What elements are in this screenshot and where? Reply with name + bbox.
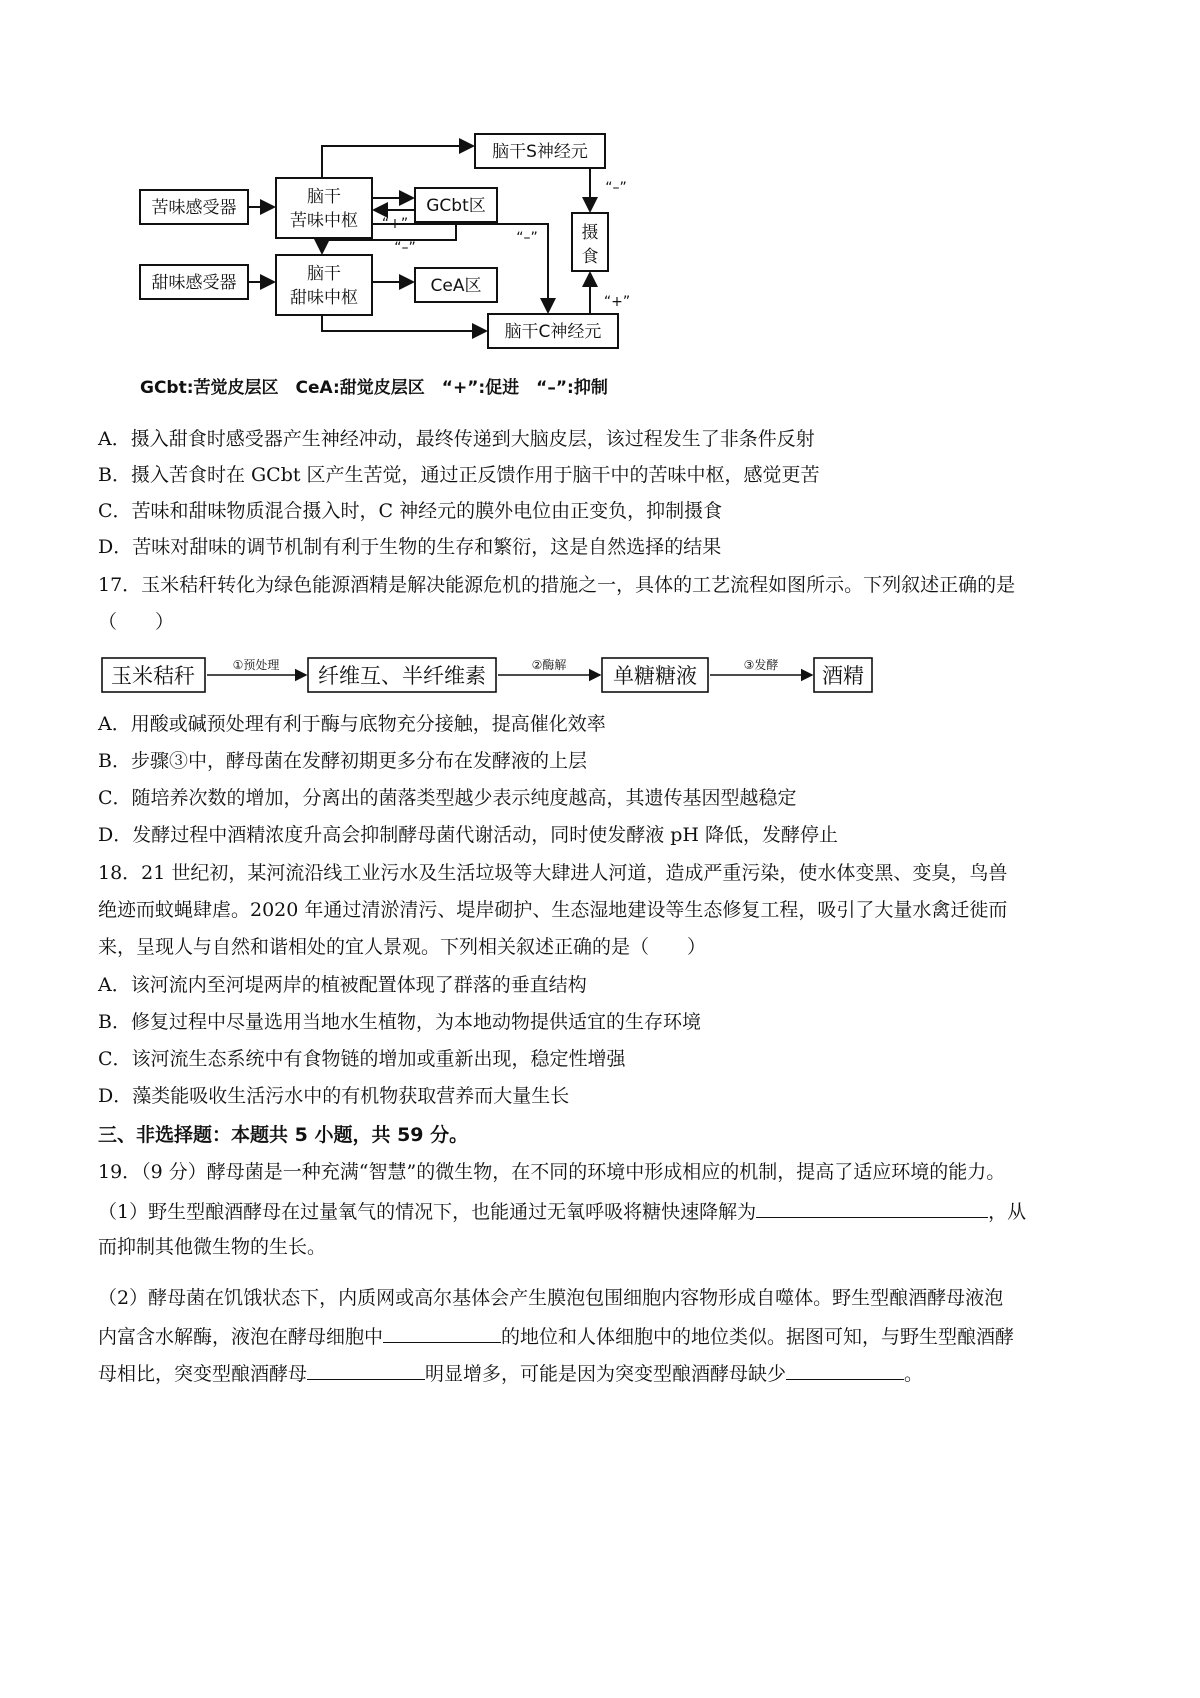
q19-part1-line1 — [98, 1197, 1026, 1225]
q18-stem-line-3: 来，呈现人与自然和谐相处的宜人景观。下列相关叙述正确的是（ ） — [98, 936, 707, 958]
q17-option-c: C．随培养次数的增加，分离出的菌落类型越少表示纯度越高，其遗传基因型越稳定 — [98, 787, 797, 809]
flow-step-1: ①预处理 — [232, 658, 280, 672]
q17-process-flow — [100, 650, 900, 698]
sign-plus-gcbt: “+” — [381, 216, 409, 232]
answer-blank-2[interactable] — [383, 1322, 501, 1343]
q19-part1-text-b: ，从 — [988, 1201, 1027, 1223]
bitter-center-label-2: 苦味中枢 — [290, 211, 358, 231]
q18-option-d: D．藻类能吸收生活污水中的有机物获取营养而大量生长 — [98, 1085, 570, 1107]
q19-part2-text-e: 。 — [904, 1363, 924, 1385]
cea-label: CeA区 — [430, 276, 482, 296]
eat-label-2: 食 — [581, 247, 599, 267]
sign-minus-gcbt-sweet: “–” — [394, 240, 416, 256]
bitter-receptor-label: 苦味感受器 — [151, 198, 237, 218]
c-neuron-label: 脑干C神经元 — [504, 322, 602, 342]
sign-minus-s-eat: “–” — [605, 180, 627, 196]
sweet-center-label-2: 甜味中枢 — [290, 288, 358, 308]
q18-option-c: C．该河流生态系统中有食物链的增加或重新出现，稳定性增强 — [98, 1048, 626, 1070]
eat-label-1: 摄 — [581, 223, 599, 243]
q19-part1-text-a: （1）野生型酿酒酵母在过量氧气的情况下，也能通过无氧呼吸将糖快速降解为 — [98, 1201, 757, 1223]
diagram-legend: GCbt:苦觉皮层区 CeA:甜觉皮层区 “+”:促进 “–”:抑制 — [140, 378, 608, 398]
sign-plus-c-eat: “+” — [603, 294, 631, 310]
q19-part2-text-c: 母相比，突变型酿酒酵母 — [98, 1363, 308, 1385]
answer-blank-4[interactable] — [786, 1359, 904, 1380]
q19-stem: 19．（9 分）酵母菌是一种充满“智慧”的微生物，在不同的环境中形成相应的机制，提高了适应环境的能力。 — [98, 1161, 1006, 1183]
q18-stem-line-2: 绝迹而蚊蝇肆虐。2020 年通过清淤清污、堤岸砌护、生态湿地建设等生态修复工程，吸引了大量水禽迁徙而 — [98, 899, 1008, 921]
q16-option-b: B．摄入苦食时在 GCbt 区产生苦觉，通过正反馈作用于脑干中的苦味中枢，感觉更苦 — [98, 464, 820, 486]
q18-stem-line-1: 18．21 世纪初，某河流沿线工业污水及生活垃圾等大肆进人河道，造成严重污染，使水体变黑、变臭，鸟兽 — [98, 862, 1008, 884]
sign-minus-to-c: “–” — [516, 230, 538, 246]
taste-regulation-diagram — [130, 128, 690, 408]
q17-stem-line-2: （ ） — [98, 611, 175, 633]
sweet-center-label-1: 脑干 — [307, 264, 341, 284]
answer-blank-1[interactable] — [756, 1197, 988, 1218]
q19-part1-line2: 而抑制其他微生物的生长。 — [98, 1236, 327, 1258]
q19-part2-line3 — [98, 1359, 923, 1387]
flow-step-3: ③发酵 — [743, 658, 779, 672]
flow-label-sugar: 单糖糖液 — [613, 664, 697, 688]
q19-part2-text-b: 的地位和人体细胞中的地位类似。据图可知，与野生型酿酒酵 — [501, 1326, 1015, 1348]
q17-stem-line-1: 17．玉米秸秆转化为绿色能源酒精是解决能源危机的措施之一，具体的工艺流程如图所示。下列叙述正确的是 — [98, 574, 1016, 596]
flow-step-2: ②酶解 — [531, 658, 567, 672]
gcbt-label: GCbt区 — [426, 196, 486, 216]
q17-option-b: B．步骤③中，酵母菌在发酵初期更多分布在发酵液的上层 — [98, 750, 587, 772]
q19-part2-line1: （2）酵母菌在饥饿状态下，内质网或高尔基体会产生膜泡包围细胞内容物形成自噬体。野生型酿酒酵母液泡 — [98, 1287, 1004, 1309]
q19-part2-text-d: 明显增多，可能是因为突变型酿酒酵母缺少 — [425, 1363, 787, 1385]
flow-label-alcohol: 酒精 — [822, 664, 864, 688]
q17-option-d: D．发酵过程中酒精浓度升高会抑制酵母菌代谢活动，同时使发酵液 pH 降低，发酵停止 — [98, 824, 839, 846]
q16-option-d: D．苦味对甜味的调节机制有利于生物的生存和繁衍，这是自然选择的结果 — [98, 536, 722, 558]
section-3-heading: 三、非选择题：本题共 5 小题，共 59 分。 — [98, 1124, 469, 1146]
sweet-receptor-label: 甜味感受器 — [151, 273, 237, 293]
q18-option-a: A．该河流内至河堤两岸的植被配置体现了群落的垂直结构 — [98, 974, 587, 996]
q19-part2-line2 — [98, 1322, 1014, 1350]
q16-option-a: A．摄入甜食时感受器产生神经冲动，最终传递到大脑皮层，该过程发生了非条件反射 — [98, 428, 815, 450]
bitter-center-label-1: 脑干 — [307, 187, 341, 207]
q19-part2-text-a: 内富含水解酶，液泡在酵母细胞中 — [98, 1326, 384, 1348]
answer-blank-3[interactable] — [307, 1359, 425, 1380]
q18-option-b: B．修复过程中尽量选用当地水生植物，为本地动物提供适宜的生存环境 — [98, 1011, 701, 1033]
q17-option-a: A．用酸或碱预处理有利于酶与底物充分接触，提高催化效率 — [98, 713, 606, 735]
flow-label-cellulose: 纤维互、半纤维素 — [318, 664, 486, 688]
flow-label-corn-straw: 玉米秸秆 — [111, 664, 195, 688]
s-neuron-label: 脑干S神经元 — [492, 142, 588, 162]
q16-option-c: C．苦味和甜味物质混合摄入时，C 神经元的膜外电位由正变负，抑制摄食 — [98, 500, 723, 522]
